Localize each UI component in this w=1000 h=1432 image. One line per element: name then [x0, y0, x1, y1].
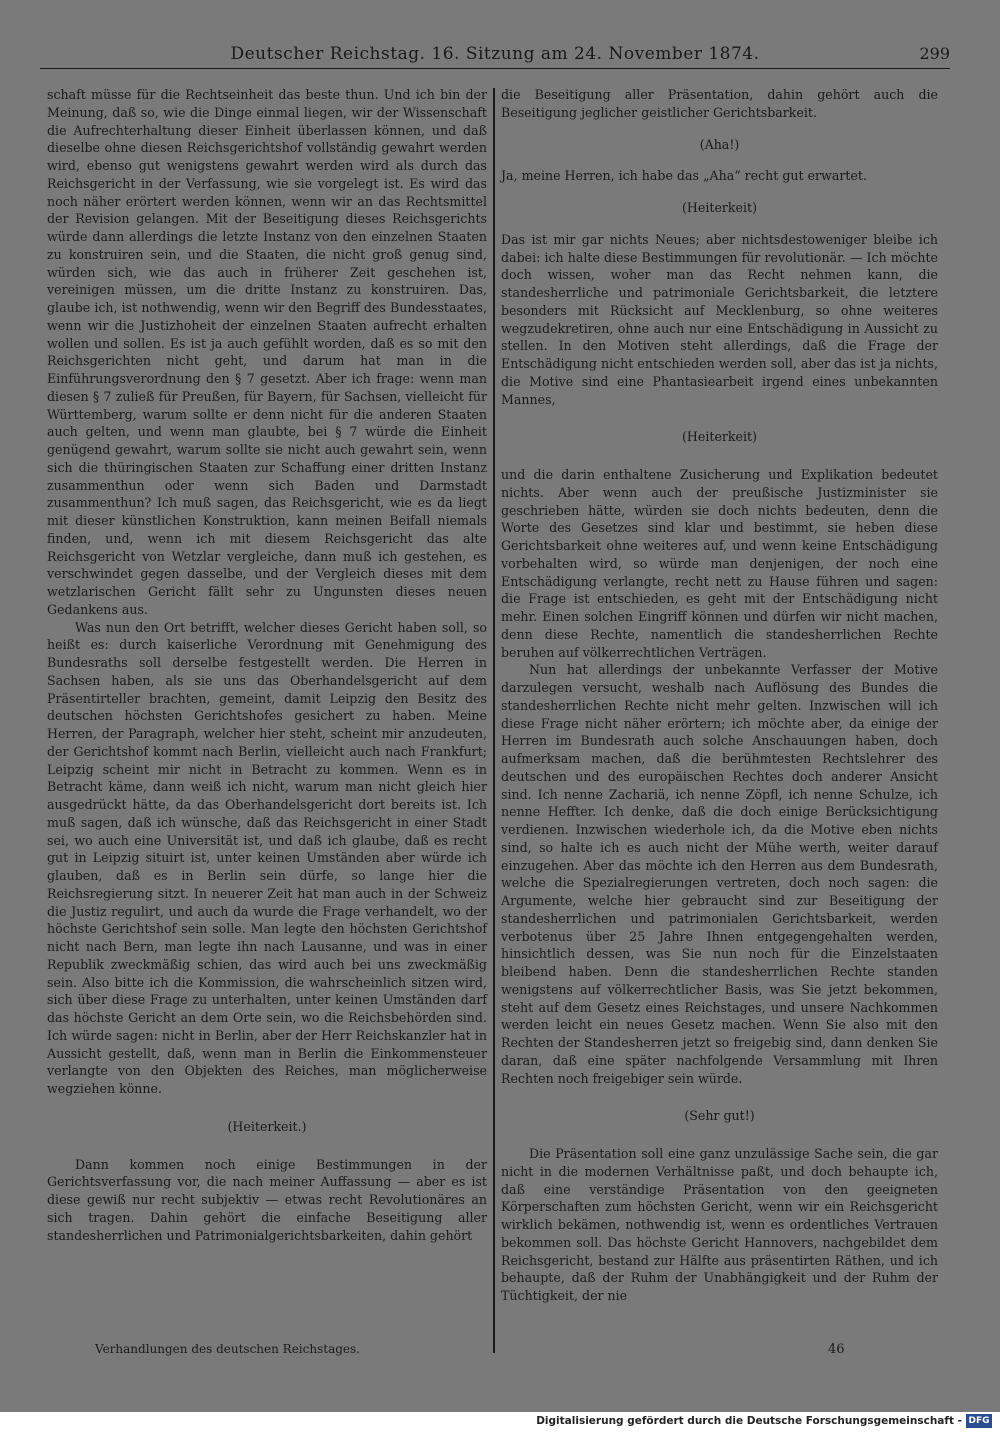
paragraph: Nun hat allerdings der unbekannte Verfasser der Motive darzulegen versucht, weshalb nach Auflösung des Bundes die standesherrlichen Rechte nicht mehr gelten. Inzwischen will ich diese Frage nicht näher erörtern; ich möchte aber, da einige der Herren im Bundesrath auch solche Anschauungen haben, doch aufmerksam machen, daß die berühmtesten Rechtslehrer des deutschen und des europäischen Rechtes doch anderer Ansicht sind. Ich nenne Zachariä, ich nenne Zöpfl, ich nenne Schulze, ich nenne Heffter. Ich denke, daß die doch einige Berücksichtigung verdienen. Inzwischen wiederhole ich, da die Motive eben nichts sind, so halte ich es auch nicht der Mühe werth, weiter darauf einzugehen. Aber das möchte ich den Herren aus dem Bundesrath, welche die Spezialregierungen vertreten, doch noch sagen: die Argumente, welche hier gebraucht sind zur Beseitigung der standesherrlichen und patrimonialen Gerichtsbarkeit, werden verbotenus über 25 Jahre Ihnen entgegengehalten werden, hinsichtlich dessen, was Sie nun noch für die Einzelstaaten bleibend haben. Denn die standesherrlichen Rechte standen wenigstens auf völkerrechtlicher Basis, was Sie jetzt bekommen, steht auf dem Gesetz eines Reichstages, und unsere Nachkommen werden leicht ein neues Gesetz machen. Wenn Sie also mit den Rechten der Standesherren jetzt so freigebig sind, dann denken Sie daran, daß eine später nachfolgende Versammlung mit Ihren Rechten noch freigebiger sein würde. [501, 662, 938, 1086]
paragraph: Die Präsentation soll eine ganz unzulässige Sache sein, die gar nicht in die modernen Verhältnisse paßt, und doch behaupte ich, daß eine verständige Präsentation von den geeigneten Körperschaften zum höchsten Gericht, wenn wir ein Reichsgericht wirklich bekämen, nothwendig ist, wenn es ordentliches Vertrauen bekommen soll. Das höchste Gericht Hannovers, nachgebildet dem Reichsgericht, bestand zur Hälfte aus präsentirten Räthen, und ich behaupte, daß der Ruhm der Unabhängigkeit und der Ruhm der Tüchtigkeit, der nie [501, 1146, 938, 1303]
dfg-logo: DFG [966, 1414, 992, 1428]
paragraph: Dann kommen noch einige Bestimmungen in der Gerichtsverfassung vor, die nach meiner Auffassung — aber es ist diese gewiß nur recht subjektiv — etwas recht Revolutionäres an sich tragen. Dahin gehört die einfache Beseitigung aller standesherrlichen und Patrimonialgerichtsbarkeiten, dahin gehört [47, 1156, 487, 1243]
interjection: (Sehr gut!) [684, 1108, 755, 1124]
paragraph: schaft müsse für die Rechtseinheit das beste thun. Und ich bin der Meinung, daß so, wie die Dinge einmal liegen, wir der Wissenschaft die Aufrechterhaltung dieser Einheit überlassen können, und daß dieselbe ohne diesen Reichsgerichtshof vollständig gewahrt werden wird, ebenso gut wenigstens gewahrt werden wird als durch das Reichsgericht in der Verfassung, wie sie vorgelegt ist. Es wird das noch näher erörtert werden können, wenn wir an das Rechtsmittel der Revision gelangen. Mit der Beseitigung dieses Reichsgerichts würde dann allerdings die letzte Instanz von den einzelnen Staaten zu konstruiren sein, und die Staaten, die nicht groß genug sind, würden sich, wie das auch in früherer Zeit geschehen ist, vereinigen müssen, um die dritte Instanz zu konstruiren. Das, glaube ich, ist nothwendig, wenn wir den Begriff des Bundesstaates, wenn wir die Justizhoheit der einzelnen Staaten aufrecht erhalten wollen und sollen. Es ist ja auch gefühlt worden, daß es so mit den Reichsgerichten nicht geht, und darum hat man in die Einführungsverordnung den § 7 gesetzt. Aber ich frage: wenn man diesen § 7 zuließ für Preußen, für Bayern, für Sachsen, vielleicht für Württemberg, warum sollte er denn nicht für die anderen Staaten auch gelten, und wenn man glaubte, bei § 7 würde die Einheit genügend gewahrt, warum sollte sie nicht auch gewahrt sein, wenn sich die thüringischen Staaten zur Schaffung einer dritten Instanz zusammenthun oder wenn sich Baden und Darmstadt zusammenthun? Ich muß sagen, das Reichsgericht, wie es da liegt mit dieser künstlichen Konstruktion, kann meinen Beifall niemals finden, und, wenn ich mit diesem Reichsgericht das alte Reichsgericht von Wetzlar vergleiche, dann muß ich gestehen, es verschwindet gegen dasselbe, und der Vergleich dieses mit dem wetzlarischen Gericht fällt sehr zu Ungunsten dieses neuen Gedankens aus. [47, 87, 487, 617]
left-column [47, 86, 487, 1244]
right-column [501, 86, 938, 1305]
paragraph: Das ist mir gar nichts Neues; aber nichtsdestoweniger bleibe ich dabei: ich halte diese Bestimmungen für revolutionär. — Ich möchte doch wissen, woher man das Recht nehmen kann, die standesherrliche und patrimoniale Gerichtsbarkeit, die letztere besonders mit Rücksicht auf Mecklenburg, so ohne weiteres wegzudekretiren, ohne auch nur eine Entschädigung in Aussicht zu stellen. In den Motiven steht allerdings, daß die Frage der Entschädigung nicht entschieden werden soll, aber das ist ja nichts, die Motive sind eine Phantasiearbeit irgend eines unbekannten Mannes, [501, 231, 938, 407]
signature-number: 46 [828, 1342, 845, 1357]
page-number: 299 [919, 44, 950, 63]
interjection: (Heiterkeit) [682, 429, 757, 445]
footer-note: Verhandlungen des deutschen Reichstages. [95, 1342, 360, 1356]
interjection: (Heiterkeit) [682, 200, 757, 215]
interjection: (Heiterkeit.) [227, 1118, 307, 1134]
paragraph: die Beseitigung aller Präsentation, dahin gehört auch die Beseitigung jeglicher geistlicher Gerichtsbarkeit. [501, 87, 938, 120]
paragraph: und die darin enthaltene Zusicherung und Explikation bedeutet nichts. Aber wenn auch der preußische Justizminister sie geschrieben hätte, würden sie doch nichts bedeuten, denn die Worte des Gesetzes sind klar und bestimmt, sie heben diese Gerichtsbarkeit ohne weiteres auf, und wenn keine Entschädigung vorbehalten wird, so würde man denjenigen, der noch eine Entschädigung verlangte, recht nett zu Hause führen und sagen: die Frage ist entschieden, es geht mit der Entschädigung nicht mehr. Einen solchen Eingriff können und dürfen wir nicht machen, denn diese Rechte, namentlich die standesherrlichen Rechte beruhen auf völkerrechtlichen Verträgen. [501, 467, 938, 660]
credit-text: Digitalisierung gefördert durch die Deutsche Forschungsgemeinschaft - [536, 1415, 962, 1427]
paragraph: Was nun den Ort betrifft, welcher dieses Gericht haben soll, so heißt es: durch kaiserliche Verordnung mit Genehmigung des Bundesraths soll derselbe festgestellt werden. Die Herren in Sachsen haben, als sie uns das Oberhandelsgericht auf dem Präsentirteller brachten, gemeint, damit Leipzig den Besitz des deutschen höchsten Gerichtshofes gesichert zu haben. Meine Herren, der Paragraph, welcher hier steht, scheint mir anzudeuten, der Gerichtshof kommt nach Berlin, vielleicht auch nach Frankfurt; Leipzig scheint mir nicht in Betracht zu kommen. Wenn es in Betracht käme, dann weiß ich nicht, warum man nicht gleich hier ausgedrückt hätte, da das Oberhandelsgericht dort bereits ist. Ich muß sagen, daß ich wünsche, daß das Reichsgericht in einer Stadt sei, wo auch eine Universität ist, und daß ich glaube, daß es recht gut in Leipzig situirt ist, unter keinen Umständen aber würde ich glauben, daß es in Berlin sein dürfe, so lange hier die Reichsregierung sitzt. In neuerer Zeit hat man auch in der Schweiz die Justiz regulirt, und auch da wurde die Frage verhandelt, wo der höchste Gerichtshof sein solle. Man legte den höchsten Gerichtshof nicht nach Bern, man legte ihn nach Lausanne, und was in einer Republik zweckmäßig schien, das wird auch bei uns zweckmäßig sein. Also bitte ich die Kommission, die wahrscheinlich sitzen wird, sich über diese Frage zu unterhalten, unter keinen Umständen darf das höchste Gericht an dem Orte sein, wo die Reichsbehörden sind. Ich würde sagen: nicht in Berlin, aber der Herr Reichskanzler hat in Aussicht gestellt, daß, wenn man in Berlin die Einkommensteuer verlangte von den Objekten des Reiches, man möglicherweise wegziehen könne. [47, 619, 487, 1096]
credit-bar [0, 1412, 1000, 1432]
page-header [40, 40, 950, 69]
paragraph: Ja, meine Herren, ich habe das „Aha“ recht gut erwartet. [501, 168, 867, 184]
running-title: Deutscher Reichstag. 16. Sitzung am 24. November 1874. [230, 44, 760, 64]
interjection: (Aha!) [699, 136, 740, 152]
column-divider [493, 88, 495, 1353]
